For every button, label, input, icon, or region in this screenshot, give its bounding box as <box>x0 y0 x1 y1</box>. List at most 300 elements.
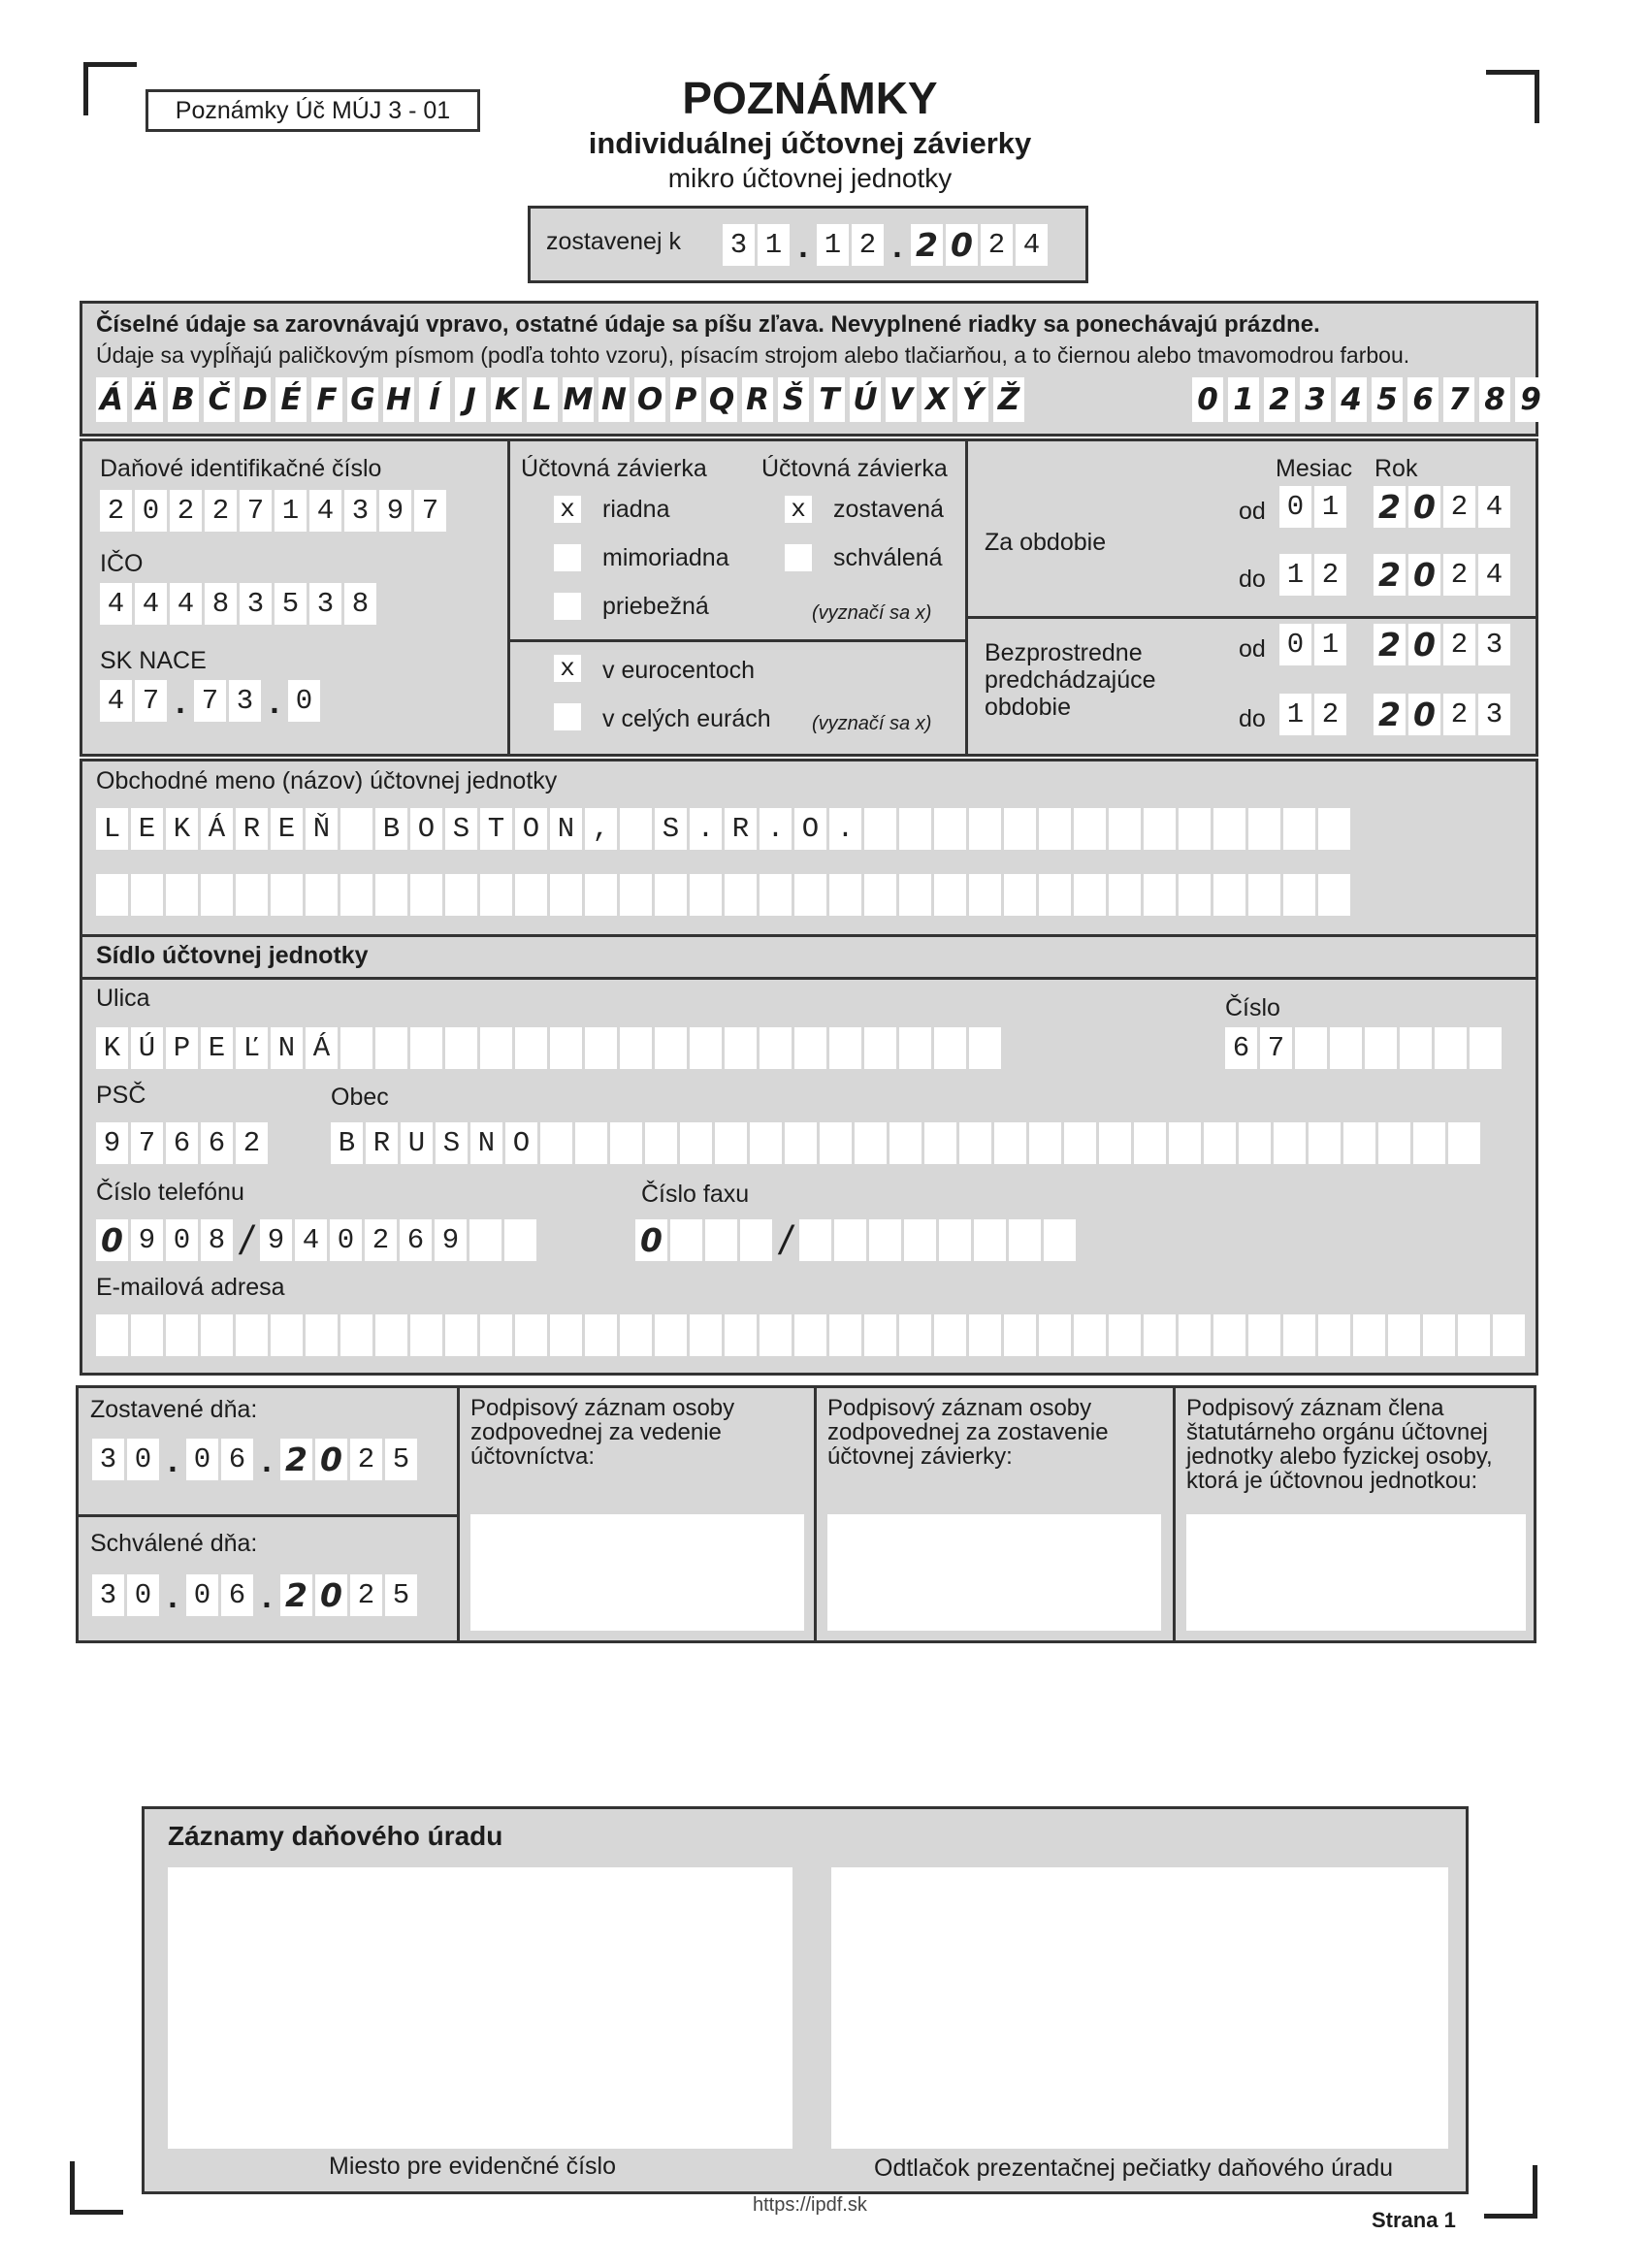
sample-digits <box>1192 377 1546 422</box>
compiled-date-box <box>528 206 1088 283</box>
sample-char: Í <box>419 377 450 422</box>
nace-label: SK NACE <box>100 647 207 674</box>
char-cell <box>1169 1122 1201 1164</box>
char-cell <box>96 874 128 916</box>
schvalena-checkbox[interactable] <box>785 544 812 571</box>
dot-separator: . <box>798 228 808 265</box>
char-cell <box>1248 874 1280 916</box>
digit-cell <box>1044 1219 1076 1261</box>
digit-cell: 0 <box>1408 486 1440 528</box>
entity-name-label: Obchodné meno (názov) účtovnej jednotky <box>96 767 558 794</box>
entity-name-field-2[interactable] <box>96 874 1350 916</box>
digit-cell: 1 <box>1279 554 1311 596</box>
spacer <box>1349 486 1371 528</box>
char-cell <box>1039 1314 1071 1356</box>
schvalena-label: schválená <box>833 544 943 571</box>
char-cell <box>1004 874 1036 916</box>
digit-cell: 7 <box>414 490 446 532</box>
digit-cell: 5 <box>385 1439 417 1480</box>
char-cell <box>1318 808 1350 850</box>
sample-char: F <box>311 377 342 422</box>
signature-2-area[interactable] <box>827 1514 1161 1631</box>
char-cell <box>1039 808 1071 850</box>
email-label: E-mailová adresa <box>96 1274 285 1301</box>
street-field[interactable] <box>96 1027 1001 1069</box>
current-to-field[interactable] <box>1279 554 1510 596</box>
eurocent-checkbox[interactable]: x <box>554 655 581 682</box>
digit-cell: 2 <box>1314 554 1346 596</box>
footer-url[interactable]: https://ipdf.sk <box>753 2194 867 2216</box>
dot-separator: . <box>176 684 185 721</box>
char-cell <box>680 1122 712 1164</box>
char-cell <box>1343 1122 1375 1164</box>
char-cell <box>340 874 372 916</box>
char-cell <box>899 808 931 850</box>
fax-field[interactable] <box>635 1216 1076 1263</box>
stamp-caption: Odtlačok prezentačnej pečiatky daňového úradu <box>874 2155 1394 2182</box>
month-heading: Mesiac <box>1276 455 1353 482</box>
char-cell <box>585 1027 617 1069</box>
char-cell <box>1074 808 1106 850</box>
ico-field[interactable] <box>100 583 376 625</box>
city-field[interactable] <box>331 1122 1480 1164</box>
char-cell: K <box>166 808 198 850</box>
digit-cell: 2 <box>350 1574 382 1616</box>
dot-separator: . <box>270 684 279 721</box>
slash-separator: / <box>241 1216 252 1263</box>
char-cell: E <box>201 1027 233 1069</box>
char-cell <box>1248 808 1280 850</box>
char-cell <box>410 1027 442 1069</box>
char-cell <box>899 1314 931 1356</box>
char-cell <box>969 808 1001 850</box>
char-cell <box>1318 874 1350 916</box>
char-cell <box>690 1314 722 1356</box>
char-cell <box>864 808 896 850</box>
digit-cell: 4 <box>1478 554 1510 596</box>
to-label: do <box>1239 566 1266 593</box>
digit-cell: 4 <box>170 583 202 625</box>
char-cell <box>1144 874 1176 916</box>
page-number: Strana 1 <box>1372 2208 1456 2232</box>
digit-cell <box>974 1219 1006 1261</box>
char-cell <box>1099 1122 1131 1164</box>
sample-char: P <box>670 377 701 422</box>
divider <box>1173 1388 1176 1640</box>
char-cell <box>655 1314 687 1356</box>
char-cell <box>375 1027 407 1069</box>
char-cell <box>1283 874 1315 916</box>
char-cell: . <box>690 808 722 850</box>
ico-label: IČO <box>100 550 144 577</box>
digit-cell: 2 <box>1443 694 1475 735</box>
page-subtitle-1: individuálnej účtovnej závierky <box>588 126 1032 160</box>
street-label: Ulica <box>96 985 150 1012</box>
char-cell <box>969 1314 1001 1356</box>
statement-type-heading: Účtovná závierka <box>521 455 707 482</box>
digit-cell: 6 <box>400 1219 432 1261</box>
sample-char: O <box>634 377 665 422</box>
char-cell <box>166 1314 198 1356</box>
email-field[interactable] <box>96 1314 1525 1356</box>
char-cell: R <box>236 808 268 850</box>
stamp-area[interactable] <box>831 1867 1448 2149</box>
current-period-label: Za obdobie <box>985 529 1107 556</box>
digit-cell: 1 <box>758 224 790 266</box>
char-cell: Á <box>306 1027 338 1069</box>
char-cell <box>794 874 826 916</box>
sample-char: Ú <box>850 377 881 422</box>
digit-cell: 3 <box>1478 694 1510 735</box>
char-cell <box>271 1314 303 1356</box>
registration-number-area[interactable] <box>168 1867 792 2149</box>
sample-char: 4 <box>1336 377 1367 422</box>
prev-from-field[interactable] <box>1279 624 1510 665</box>
char-cell: S <box>436 1122 468 1164</box>
char-cell <box>969 874 1001 916</box>
corner-mark-bl <box>70 2161 123 2215</box>
char-cell <box>1309 1122 1341 1164</box>
digit-cell: 0 <box>127 1439 159 1480</box>
signatures-box <box>76 1385 1536 1643</box>
eurocent-label: v eurocentoch <box>602 657 756 684</box>
divider <box>79 1514 457 1517</box>
sample-char: Ž <box>993 377 1024 422</box>
sample-char: Ä <box>132 377 163 422</box>
char-cell <box>1213 808 1245 850</box>
prev-to-field[interactable] <box>1279 694 1510 735</box>
char-cell <box>1378 1122 1410 1164</box>
digit-cell: 0 <box>288 680 320 722</box>
compiled-date-field[interactable] <box>723 224 1048 266</box>
divider <box>507 441 510 754</box>
char-cell: S <box>655 808 687 850</box>
char-cell <box>1074 1314 1106 1356</box>
digit-cell: 2 <box>1374 694 1406 735</box>
digit-cell: 2 <box>205 490 237 532</box>
digit-cell: 4 <box>295 1219 327 1261</box>
char-cell <box>410 1314 442 1356</box>
dic-field[interactable] <box>100 490 446 532</box>
phone-field[interactable] <box>96 1216 536 1263</box>
digit-cell: 3 <box>92 1439 124 1480</box>
sample-char: J <box>455 377 486 422</box>
digit-cell: 9 <box>131 1219 163 1261</box>
char-cell <box>1179 874 1211 916</box>
digit-cell: 2 <box>280 1574 312 1616</box>
sample-char: R <box>742 377 773 422</box>
char-cell: O <box>515 808 547 850</box>
digit-cell: 2 <box>1443 554 1475 596</box>
char-cell <box>1109 808 1141 850</box>
spacer <box>1349 554 1371 596</box>
digit-cell: 8 <box>201 1219 233 1261</box>
char-cell <box>550 874 582 916</box>
char-cell: 6 <box>1225 1027 1257 1069</box>
digit-cell: 1 <box>817 224 849 266</box>
char-cell <box>1388 1314 1420 1356</box>
char-cell <box>655 874 687 916</box>
digit-cell: 1 <box>1279 694 1311 735</box>
mark-hint-2: (vyznačí sa x) <box>812 713 932 734</box>
sample-char: 8 <box>1479 377 1510 422</box>
instructions-box <box>80 301 1541 437</box>
char-cell: . <box>760 808 792 850</box>
digit-cell: 1 <box>1314 624 1346 665</box>
digit-cell: 2 <box>170 490 202 532</box>
signature-3-caption: Podpisový záznam člena štatutárneho orgánu účtovnej jednotky alebo fyzickej osoby, ktorá je účtovnou jednotkou: <box>1186 1395 1493 1494</box>
entity-name-field[interactable] <box>96 808 1350 850</box>
dot-separator: . <box>892 228 902 265</box>
char-cell <box>1470 1027 1502 1069</box>
char-cell: 7 <box>1260 1027 1292 1069</box>
char-cell <box>1458 1314 1490 1356</box>
char-cell <box>1074 874 1106 916</box>
char-cell <box>1413 1122 1445 1164</box>
dot-separator: . <box>168 1578 178 1615</box>
sample-char: G <box>347 377 378 422</box>
char-cell <box>620 808 652 850</box>
char-cell <box>131 1314 163 1356</box>
char-cell <box>515 874 547 916</box>
digit-cell: 0 <box>186 1574 218 1616</box>
digit-cell: 0 <box>1408 624 1440 665</box>
digit-cell <box>740 1219 772 1261</box>
digit-cell: 3 <box>240 583 272 625</box>
psc-field[interactable] <box>96 1122 268 1164</box>
char-cell <box>645 1122 677 1164</box>
digit-cell: 0 <box>186 1439 218 1480</box>
digit-cell: 0 <box>1279 486 1311 528</box>
compiled-date-label: zostavenej k <box>546 228 681 255</box>
char-cell <box>480 1027 512 1069</box>
char-cell <box>750 1122 782 1164</box>
char-cell: B <box>331 1122 363 1164</box>
digit-cell: 3 <box>723 224 755 266</box>
sample-char: L <box>527 377 558 422</box>
digit-cell <box>705 1219 737 1261</box>
char-cell <box>760 1027 792 1069</box>
sample-char: M <box>563 377 594 422</box>
char-cell <box>585 1314 617 1356</box>
char-cell <box>725 1027 757 1069</box>
char-cell <box>1318 1314 1350 1356</box>
digit-cell: 2 <box>350 1439 382 1480</box>
entity-box <box>80 759 1538 1376</box>
char-cell <box>1353 1314 1385 1356</box>
digit-cell <box>504 1219 536 1261</box>
sample-char: 2 <box>1264 377 1295 422</box>
char-cell: 7 <box>131 1122 163 1164</box>
psc-label: PSČ <box>96 1082 146 1109</box>
char-cell <box>934 1027 966 1069</box>
char-cell <box>820 1122 852 1164</box>
dot-separator: . <box>262 1578 272 1615</box>
fax-label: Číslo faxu <box>641 1181 750 1208</box>
signature-1-area[interactable] <box>470 1514 804 1631</box>
char-cell: N <box>271 1027 303 1069</box>
digit-cell: 6 <box>221 1439 253 1480</box>
digit-cell: 0 <box>1408 694 1440 735</box>
digit-cell: 9 <box>435 1219 467 1261</box>
sample-char: Á <box>96 377 127 422</box>
char-cell <box>1213 1314 1245 1356</box>
char-cell <box>445 874 477 916</box>
digit-cell: 0 <box>166 1219 198 1261</box>
phone-label: Číslo telefónu <box>96 1179 244 1206</box>
sample-char: 9 <box>1515 377 1546 422</box>
sample-char: 6 <box>1407 377 1439 422</box>
approved-on-field[interactable] <box>92 1574 417 1616</box>
digit-cell: 4 <box>100 680 132 722</box>
digit-cell: 2 <box>981 224 1013 266</box>
current-from-field[interactable] <box>1279 486 1510 528</box>
char-cell: Á <box>201 808 233 850</box>
digit-cell: 0 <box>1279 624 1311 665</box>
char-cell <box>201 1314 233 1356</box>
page-subtitle-2: mikro účtovnej jednotky <box>667 163 953 193</box>
digit-cell <box>670 1219 702 1261</box>
digit-cell: 7 <box>240 490 272 532</box>
digit-cell <box>834 1219 866 1261</box>
sample-char: V <box>886 377 917 422</box>
priebezna-checkbox[interactable] <box>554 593 581 620</box>
digit-cell: 3 <box>92 1574 124 1616</box>
char-cell <box>715 1122 747 1164</box>
char-cell <box>829 1314 861 1356</box>
char-cell <box>794 1314 826 1356</box>
char-cell <box>585 874 617 916</box>
char-cell <box>1448 1122 1480 1164</box>
page-title: POZNÁMKY <box>682 73 938 123</box>
sample-char: D <box>240 377 271 422</box>
char-cell <box>236 1314 268 1356</box>
corner-mark-br <box>1484 2165 1537 2219</box>
char-cell <box>306 1314 338 1356</box>
char-cell: U <box>401 1122 433 1164</box>
instructions-line-1: Číselné údaje sa zarovnávajú vpravo, ostatné údaje sa píšu zľava. Nevyplnené riadky sa ponechávajú prázdne. <box>96 311 1320 338</box>
prev-period-label-3: obdobie <box>985 694 1071 721</box>
digit-cell: 4 <box>135 583 167 625</box>
house-number-field[interactable] <box>1225 1027 1502 1069</box>
char-cell <box>96 1314 128 1356</box>
to-label: do <box>1239 705 1266 732</box>
char-cell <box>620 874 652 916</box>
char-cell: Ň <box>306 808 338 850</box>
char-cell: R <box>725 808 757 850</box>
digit-cell: 0 <box>330 1219 362 1261</box>
sample-char: K <box>491 377 522 422</box>
digit-cell: 6 <box>221 1574 253 1616</box>
digit-cell: 2 <box>1374 554 1406 596</box>
char-cell <box>924 1122 956 1164</box>
from-label: od <box>1239 498 1266 525</box>
signature-1-caption: Podpisový záznam osoby zodpovednej za vedenie účtovníctva: <box>470 1395 735 1470</box>
priebezna-label: priebežná <box>602 593 709 620</box>
sample-char: 0 <box>1192 377 1223 422</box>
digit-cell <box>469 1219 501 1261</box>
char-cell: L <box>96 808 128 850</box>
char-cell <box>550 1314 582 1356</box>
digit-cell: 2 <box>1374 624 1406 665</box>
digit-cell: 0 <box>946 224 978 266</box>
char-cell <box>340 1314 372 1356</box>
char-cell: 2 <box>236 1122 268 1164</box>
char-cell <box>1435 1027 1467 1069</box>
year-heading: Rok <box>1374 455 1418 482</box>
char-cell <box>620 1314 652 1356</box>
char-cell <box>864 1027 896 1069</box>
compiled-on-label: Zostavené dňa: <box>90 1396 258 1423</box>
char-cell <box>934 874 966 916</box>
char-cell <box>760 874 792 916</box>
char-cell <box>1004 1314 1036 1356</box>
dic-label: Daňové identifikačné číslo <box>100 455 382 482</box>
sample-char: 5 <box>1372 377 1403 422</box>
digit-cell: 3 <box>344 490 376 532</box>
char-cell: N <box>470 1122 502 1164</box>
digit-cell: 8 <box>344 583 376 625</box>
digit-cell <box>939 1219 971 1261</box>
char-cell <box>1039 874 1071 916</box>
nace-field[interactable] <box>100 680 320 722</box>
char-cell <box>690 1027 722 1069</box>
zostavena-checkbox[interactable]: x <box>785 496 812 523</box>
approved-on-label: Schválené dňa: <box>90 1530 258 1557</box>
char-cell <box>620 1027 652 1069</box>
char-cell: O <box>505 1122 537 1164</box>
char-cell <box>1365 1027 1397 1069</box>
char-cell <box>864 1314 896 1356</box>
char-cell: , <box>585 808 617 850</box>
sample-char: É <box>275 377 307 422</box>
char-cell <box>1179 1314 1211 1356</box>
char-cell <box>899 874 931 916</box>
char-cell <box>899 1027 931 1069</box>
char-cell <box>131 874 163 916</box>
char-cell: N <box>550 808 582 850</box>
char-cell <box>236 874 268 916</box>
char-cell <box>1144 1314 1176 1356</box>
char-cell <box>201 874 233 916</box>
char-cell <box>1400 1027 1432 1069</box>
char-cell: Ľ <box>236 1027 268 1069</box>
identification-box <box>80 438 1538 757</box>
char-cell <box>480 1314 512 1356</box>
char-cell <box>166 874 198 916</box>
char-cell <box>575 1122 607 1164</box>
digit-cell: 1 <box>1314 486 1346 528</box>
divider <box>82 934 1536 937</box>
digit-cell <box>1009 1219 1041 1261</box>
sample-char: 1 <box>1228 377 1259 422</box>
spacer <box>1349 694 1371 735</box>
digit-cell: 0 <box>1408 554 1440 596</box>
digit-cell: 9 <box>379 490 411 532</box>
digit-cell: 2 <box>1374 486 1406 528</box>
mimoriadna-checkbox[interactable] <box>554 544 581 571</box>
char-cell <box>610 1122 642 1164</box>
instructions-line-2: Údaje sa vypĺňajú paličkovým písmom (podľa tohto vzoru), písacím strojom alebo tlačiarňou, a to čiernou alebo tmavomodrou farbou. <box>96 342 1410 368</box>
signature-3-area[interactable] <box>1186 1514 1526 1631</box>
char-cell <box>1248 1314 1280 1356</box>
eura-checkbox[interactable] <box>554 703 581 730</box>
digit-cell: 2 <box>1314 694 1346 735</box>
digit-cell: 4 <box>1478 486 1510 528</box>
sample-char: N <box>598 377 630 422</box>
riadna-checkbox[interactable]: x <box>554 496 581 523</box>
compiled-on-field[interactable] <box>92 1439 417 1480</box>
